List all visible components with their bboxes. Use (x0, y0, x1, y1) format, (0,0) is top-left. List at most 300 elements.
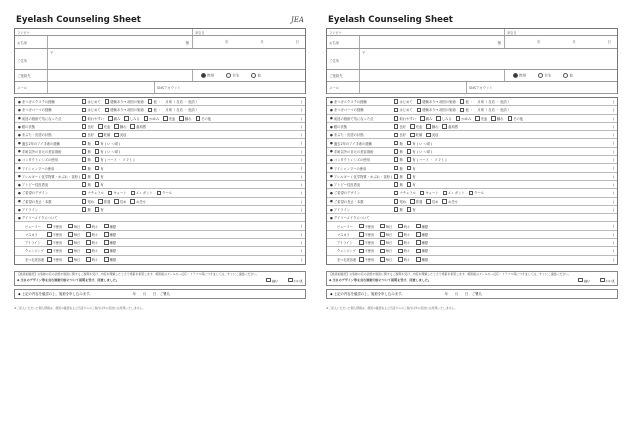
checkbox-icon[interactable] (86, 224, 91, 229)
checkbox-icon[interactable] (82, 199, 87, 204)
checkbox-icon[interactable] (98, 199, 103, 204)
visit-date-cell[interactable] (505, 29, 617, 35)
checkbox-icon[interactable] (95, 174, 100, 179)
checkbox-option[interactable] (86, 224, 98, 229)
checkbox-icon[interactable] (104, 232, 109, 237)
checkbox-option[interactable] (82, 99, 101, 104)
checkbox-option[interactable] (148, 107, 199, 112)
checkbox-option[interactable] (420, 190, 439, 195)
agree-no-option[interactable] (600, 279, 615, 283)
checkbox-option[interactable] (95, 182, 104, 187)
checkbox-option[interactable] (108, 116, 120, 121)
checkbox-icon[interactable] (442, 199, 447, 204)
checkbox-icon[interactable] (491, 116, 496, 121)
checkbox-option[interactable] (394, 141, 403, 146)
questionnaire (14, 97, 306, 265)
checkbox-icon[interactable] (407, 157, 412, 162)
checkbox-option[interactable] (394, 182, 403, 187)
checkbox-option[interactable] (82, 141, 91, 146)
checkbox-icon[interactable] (417, 108, 422, 113)
checkbox-icon[interactable] (82, 166, 87, 171)
checkbox-icon[interactable] (460, 99, 465, 104)
checkbox-icon[interactable] (82, 108, 87, 113)
checkbox-option[interactable] (394, 199, 406, 204)
checkbox-icon[interactable] (82, 141, 87, 146)
checkbox-option[interactable] (460, 99, 511, 104)
checkbox-icon[interactable] (469, 191, 474, 196)
checkbox-option[interactable] (98, 124, 110, 129)
phone-type[interactable] (505, 70, 617, 81)
checkbox-option[interactable] (407, 166, 416, 171)
checkbox-icon[interactable] (95, 157, 100, 162)
checkbox-option[interactable] (82, 124, 94, 129)
checkbox-icon[interactable] (114, 199, 119, 204)
other-option[interactable] (251, 73, 261, 79)
checkbox-option[interactable] (104, 257, 116, 262)
checkbox-option[interactable] (460, 107, 511, 112)
checkbox-option[interactable] (95, 166, 104, 171)
checkbox-icon[interactable] (82, 133, 87, 138)
checkbox-icon[interactable] (394, 207, 399, 212)
checkbox-option[interactable] (416, 224, 428, 229)
checkbox-icon[interactable] (410, 133, 415, 138)
checkbox-option[interactable] (407, 174, 416, 179)
checkbox-option[interactable] (98, 199, 110, 204)
checkbox-option[interactable] (394, 207, 403, 212)
checkbox-option[interactable] (417, 107, 456, 112)
checkbox-icon[interactable] (86, 232, 91, 237)
consent-signature-row[interactable] (326, 289, 618, 299)
checkbox-option[interactable] (436, 116, 451, 121)
checkbox-icon[interactable] (104, 224, 109, 229)
checkbox-option[interactable] (398, 257, 410, 262)
question-label: アイシャンプーの使用 (21, 166, 55, 171)
checkbox-option[interactable] (47, 240, 62, 245)
checkbox-option[interactable] (82, 116, 104, 121)
checkbox-option[interactable] (442, 124, 457, 129)
checkbox-option[interactable] (416, 257, 428, 262)
checkbox-option[interactable] (95, 149, 121, 154)
checkbox-icon[interactable] (95, 166, 100, 171)
checkbox-option[interactable] (47, 248, 62, 253)
checkbox-option[interactable] (380, 248, 392, 253)
checkbox-option[interactable] (104, 224, 116, 229)
checkbox-option[interactable] (508, 116, 523, 121)
radio-icon[interactable] (563, 73, 568, 78)
option-label: 時々 (403, 241, 411, 246)
checkbox-icon[interactable] (380, 240, 385, 245)
checkbox-icon[interactable] (436, 116, 441, 121)
checkbox-option[interactable] (398, 224, 410, 229)
agree-yes-option[interactable] (266, 279, 278, 283)
checkbox-icon[interactable] (380, 232, 385, 237)
checkbox-icon[interactable] (148, 108, 153, 113)
other-option[interactable] (563, 73, 573, 79)
checkbox-option[interactable] (179, 116, 191, 121)
checkbox-option[interactable] (469, 190, 484, 195)
checkbox-icon[interactable] (416, 224, 421, 229)
checkbox-option[interactable] (144, 116, 159, 121)
radio-icon[interactable] (513, 73, 518, 78)
checkbox-option[interactable] (426, 199, 438, 204)
checkbox-icon[interactable] (456, 116, 461, 121)
question-label: アレルギー ( 化学物質・かぶれ・花粉 ) (333, 174, 393, 179)
checkbox-option[interactable] (108, 190, 127, 195)
checkbox-icon[interactable] (359, 240, 364, 245)
checkbox-option[interactable] (82, 149, 91, 154)
address-field[interactable] (360, 49, 617, 69)
checkbox-option[interactable] (105, 99, 144, 104)
phone-field[interactable] (48, 70, 193, 81)
checkbox-option[interactable] (380, 240, 392, 245)
checkbox-option[interactable] (86, 248, 98, 253)
checkbox-option[interactable] (417, 99, 456, 104)
checkbox-option[interactable] (130, 124, 145, 129)
checkbox-icon[interactable] (95, 149, 100, 154)
checkbox-icon[interactable] (394, 124, 399, 129)
checkbox-option[interactable] (82, 107, 101, 112)
radio-icon[interactable] (201, 73, 206, 78)
furigana-cell[interactable] (327, 29, 505, 35)
checkbox-option[interactable] (426, 132, 438, 137)
checkbox-icon[interactable] (442, 124, 447, 129)
checkbox-icon[interactable] (359, 257, 364, 262)
checkbox-icon[interactable] (394, 157, 399, 162)
furigana-cell[interactable] (15, 29, 193, 35)
checkbox-option[interactable] (105, 107, 144, 112)
checkbox-icon[interactable] (114, 133, 119, 138)
checkbox-icon[interactable] (163, 116, 168, 121)
checkbox-icon[interactable] (407, 207, 412, 212)
checkbox-icon[interactable] (86, 257, 91, 262)
checkbox-icon[interactable] (420, 191, 425, 196)
checkbox-icon[interactable] (417, 99, 422, 104)
checkbox-icon[interactable] (47, 232, 52, 237)
checkbox-icon[interactable] (426, 124, 431, 129)
checkbox-option[interactable] (47, 257, 62, 262)
checkbox-option[interactable] (95, 174, 104, 179)
checkbox-icon[interactable] (380, 224, 385, 229)
checkbox-option[interactable] (124, 116, 139, 121)
checkbox-option[interactable] (95, 141, 121, 146)
checkbox-icon[interactable] (398, 249, 403, 254)
email-field[interactable] (48, 82, 155, 93)
checkbox-icon[interactable] (460, 108, 465, 113)
checkbox-option[interactable] (82, 207, 91, 212)
checkbox-option[interactable] (410, 199, 422, 204)
checkbox-icon[interactable] (394, 141, 399, 146)
checkbox-option[interactable] (394, 166, 403, 171)
checkbox-option[interactable] (114, 199, 126, 204)
checkbox-option[interactable] (359, 257, 374, 262)
checkbox-icon[interactable] (266, 278, 271, 283)
visit-date-cell[interactable] (193, 29, 305, 35)
checkbox-icon[interactable] (416, 240, 421, 245)
checkbox-option[interactable] (82, 190, 104, 195)
checkbox-option[interactable] (407, 157, 447, 162)
checkbox-icon[interactable] (475, 116, 480, 121)
checkbox-icon[interactable] (82, 191, 87, 196)
checkbox-option[interactable] (86, 257, 98, 262)
checkbox-option[interactable] (394, 116, 416, 121)
checkbox-icon[interactable] (288, 278, 293, 283)
mobile-option[interactable] (201, 73, 214, 79)
checkbox-option[interactable] (410, 132, 422, 137)
checkbox-icon[interactable] (407, 182, 412, 187)
checkbox-icon[interactable] (98, 124, 103, 129)
question-row (327, 156, 617, 164)
checkbox-icon[interactable] (68, 224, 73, 229)
checkbox-icon[interactable] (398, 240, 403, 245)
consent-signature-row[interactable] (14, 289, 306, 299)
checkbox-icon[interactable] (104, 257, 109, 262)
checkbox-option[interactable] (491, 116, 503, 121)
checkbox-option[interactable] (47, 232, 62, 237)
checkbox-icon[interactable] (380, 249, 385, 254)
checkbox-option[interactable] (47, 224, 62, 229)
checkbox-option[interactable] (68, 224, 80, 229)
checkbox-option[interactable] (394, 107, 413, 112)
checkbox-option[interactable] (456, 116, 471, 121)
checkbox-option[interactable] (407, 141, 433, 146)
checkbox-icon[interactable] (443, 191, 448, 196)
checkbox-icon[interactable] (104, 240, 109, 245)
checkbox-option[interactable] (68, 240, 80, 245)
checkbox-icon[interactable] (398, 232, 403, 237)
phone-field[interactable] (360, 70, 505, 81)
checkbox-icon[interactable] (148, 99, 153, 104)
checkbox-icon[interactable] (407, 166, 412, 171)
checkbox-icon[interactable] (82, 124, 87, 129)
checkbox-option[interactable] (394, 124, 406, 129)
checkbox-option[interactable] (82, 182, 91, 187)
checkbox-option[interactable] (394, 174, 403, 179)
checkbox-icon[interactable] (95, 207, 100, 212)
checkbox-option[interactable] (82, 132, 94, 137)
agree-no-option[interactable] (288, 279, 303, 283)
checkbox-option[interactable] (359, 240, 374, 245)
customer-info-table (326, 28, 618, 94)
checkbox-icon[interactable] (380, 257, 385, 262)
question-options (394, 157, 447, 162)
checkbox-icon[interactable] (47, 257, 52, 262)
checkbox-option[interactable] (68, 232, 80, 237)
checkbox-icon[interactable] (508, 116, 513, 121)
checkbox-icon[interactable] (359, 224, 364, 229)
name-field[interactable] (48, 36, 193, 48)
checkbox-option[interactable] (130, 199, 145, 204)
checkbox-icon[interactable] (416, 232, 421, 237)
checkbox-icon[interactable] (47, 224, 52, 229)
checkbox-icon[interactable] (82, 149, 87, 154)
checkbox-option[interactable] (359, 248, 374, 253)
checkbox-option[interactable] (407, 207, 416, 212)
checkbox-option[interactable] (380, 224, 392, 229)
checkbox-option[interactable] (359, 224, 374, 229)
radio-icon[interactable] (251, 73, 256, 78)
checkbox-option[interactable] (420, 116, 432, 121)
checkbox-option[interactable] (196, 116, 211, 121)
checkbox-icon[interactable] (98, 133, 103, 138)
checkbox-option[interactable] (475, 116, 487, 121)
checkbox-icon[interactable] (130, 199, 135, 204)
checkbox-icon[interactable] (394, 99, 399, 104)
checkbox-option[interactable] (104, 248, 116, 253)
checkbox-icon[interactable] (600, 278, 605, 283)
checkbox-option[interactable] (398, 248, 410, 253)
checkbox-icon[interactable] (420, 116, 425, 121)
bullet-icon: ● (330, 99, 333, 104)
checkbox-icon[interactable] (416, 249, 421, 254)
radio-icon[interactable] (538, 73, 543, 78)
checkbox-option[interactable] (98, 132, 110, 137)
checkbox-option[interactable] (114, 124, 126, 129)
checkbox-icon[interactable] (394, 191, 399, 196)
checkbox-icon[interactable] (95, 141, 100, 146)
checkbox-icon[interactable] (130, 124, 135, 129)
checkbox-icon[interactable] (407, 174, 412, 179)
checkbox-option[interactable] (82, 199, 94, 204)
checkbox-option[interactable] (104, 240, 116, 245)
checkbox-icon[interactable] (82, 99, 87, 104)
checkbox-icon[interactable] (105, 108, 110, 113)
sns-field[interactable] (467, 82, 617, 93)
checkbox-icon[interactable] (394, 174, 399, 179)
checkbox-option[interactable] (416, 232, 428, 237)
paren-icon: ) (612, 232, 614, 237)
checkbox-option[interactable] (407, 149, 433, 154)
checkbox-icon[interactable] (394, 149, 399, 154)
checkbox-icon[interactable] (394, 133, 399, 138)
checkbox-icon[interactable] (394, 108, 399, 113)
checkbox-option[interactable] (95, 207, 104, 212)
date-field[interactable] (505, 36, 617, 48)
checkbox-option[interactable] (157, 190, 172, 195)
checkbox-icon[interactable] (124, 116, 129, 121)
phone-type[interactable] (193, 70, 305, 81)
agree-yes-option[interactable] (578, 279, 590, 283)
checkbox-icon[interactable] (104, 249, 109, 254)
checkbox-icon[interactable] (407, 149, 412, 154)
checkbox-icon[interactable] (410, 124, 415, 129)
checkbox-icon[interactable] (410, 199, 415, 204)
checkbox-icon[interactable] (82, 157, 87, 162)
checkbox-option[interactable] (131, 190, 153, 195)
radio-icon[interactable] (226, 73, 231, 78)
checkbox-icon[interactable] (47, 249, 52, 254)
checkbox-icon[interactable] (68, 257, 73, 262)
checkbox-icon[interactable] (86, 249, 91, 254)
checkbox-option[interactable] (407, 182, 416, 187)
tel-option[interactable] (538, 73, 551, 79)
email-label: メール (329, 86, 340, 90)
checkbox-option[interactable] (114, 132, 126, 137)
checkbox-icon[interactable] (108, 116, 113, 121)
checkbox-option[interactable] (394, 149, 403, 154)
checkbox-icon[interactable] (426, 133, 431, 138)
question-label: 前回の施術で気になった点 (21, 116, 62, 121)
checkbox-option[interactable] (398, 240, 410, 245)
checkbox-option[interactable] (86, 240, 98, 245)
checkbox-icon[interactable] (196, 116, 201, 121)
tel-option[interactable] (226, 73, 239, 79)
checkbox-icon[interactable] (394, 182, 399, 187)
checkbox-icon[interactable] (416, 257, 421, 262)
checkbox-icon[interactable] (144, 116, 149, 121)
checkbox-option[interactable] (394, 99, 413, 104)
sns-field[interactable] (155, 82, 305, 93)
checkbox-icon[interactable] (394, 166, 399, 171)
checkbox-icon[interactable] (179, 116, 184, 121)
checkbox-icon[interactable] (157, 191, 162, 196)
checkbox-icon[interactable] (426, 199, 431, 204)
checkbox-option[interactable] (398, 232, 410, 237)
name-field[interactable] (360, 36, 505, 48)
checkbox-icon[interactable] (47, 240, 52, 245)
checkbox-option[interactable] (82, 174, 91, 179)
checkbox-option[interactable] (95, 157, 135, 162)
checkbox-icon[interactable] (359, 232, 364, 237)
checkbox-option[interactable] (163, 116, 175, 121)
checkbox-option[interactable] (68, 257, 80, 262)
checkbox-option[interactable] (416, 240, 428, 245)
checkbox-icon[interactable] (95, 182, 100, 187)
date-field[interactable] (193, 36, 305, 48)
checkbox-icon[interactable] (131, 191, 136, 196)
checkbox-option[interactable] (380, 232, 392, 237)
checkbox-option[interactable] (394, 132, 406, 137)
checkbox-icon[interactable] (398, 224, 403, 229)
checkbox-icon[interactable] (394, 116, 399, 121)
checkbox-option[interactable] (86, 232, 98, 237)
address-field[interactable] (48, 49, 305, 69)
checkbox-icon[interactable] (407, 141, 412, 146)
checkbox-option[interactable] (380, 257, 392, 262)
checkbox-icon[interactable] (68, 249, 73, 254)
checkbox-icon[interactable] (68, 232, 73, 237)
checkbox-icon[interactable] (105, 99, 110, 104)
checkbox-icon[interactable] (82, 116, 87, 121)
checkbox-option[interactable] (426, 124, 438, 129)
mobile-option[interactable] (513, 73, 526, 79)
checkbox-icon[interactable] (108, 191, 113, 196)
checkbox-option[interactable] (443, 190, 465, 195)
checkbox-option[interactable] (104, 232, 116, 237)
checkbox-icon[interactable] (398, 257, 403, 262)
checkbox-option[interactable] (68, 248, 80, 253)
checkbox-icon[interactable] (86, 240, 91, 245)
checkbox-icon[interactable] (359, 249, 364, 254)
checkbox-icon[interactable] (394, 199, 399, 204)
email-field[interactable] (360, 82, 467, 93)
checkbox-icon[interactable] (578, 278, 583, 283)
checkbox-icon[interactable] (68, 240, 73, 245)
checkbox-option[interactable] (394, 190, 416, 195)
checkbox-option[interactable] (82, 157, 91, 162)
checkbox-option[interactable] (148, 99, 199, 104)
checkbox-option[interactable] (359, 232, 374, 237)
makeup-options (359, 232, 428, 237)
checkbox-option[interactable] (416, 248, 428, 253)
checkbox-option[interactable] (442, 199, 457, 204)
checkbox-icon[interactable] (82, 207, 87, 212)
checkbox-option[interactable] (394, 157, 403, 162)
checkbox-option[interactable] (82, 166, 91, 171)
checkbox-icon[interactable] (82, 174, 87, 179)
checkbox-icon[interactable] (82, 182, 87, 187)
checkbox-option[interactable] (410, 124, 422, 129)
checkbox-icon[interactable] (114, 124, 119, 129)
